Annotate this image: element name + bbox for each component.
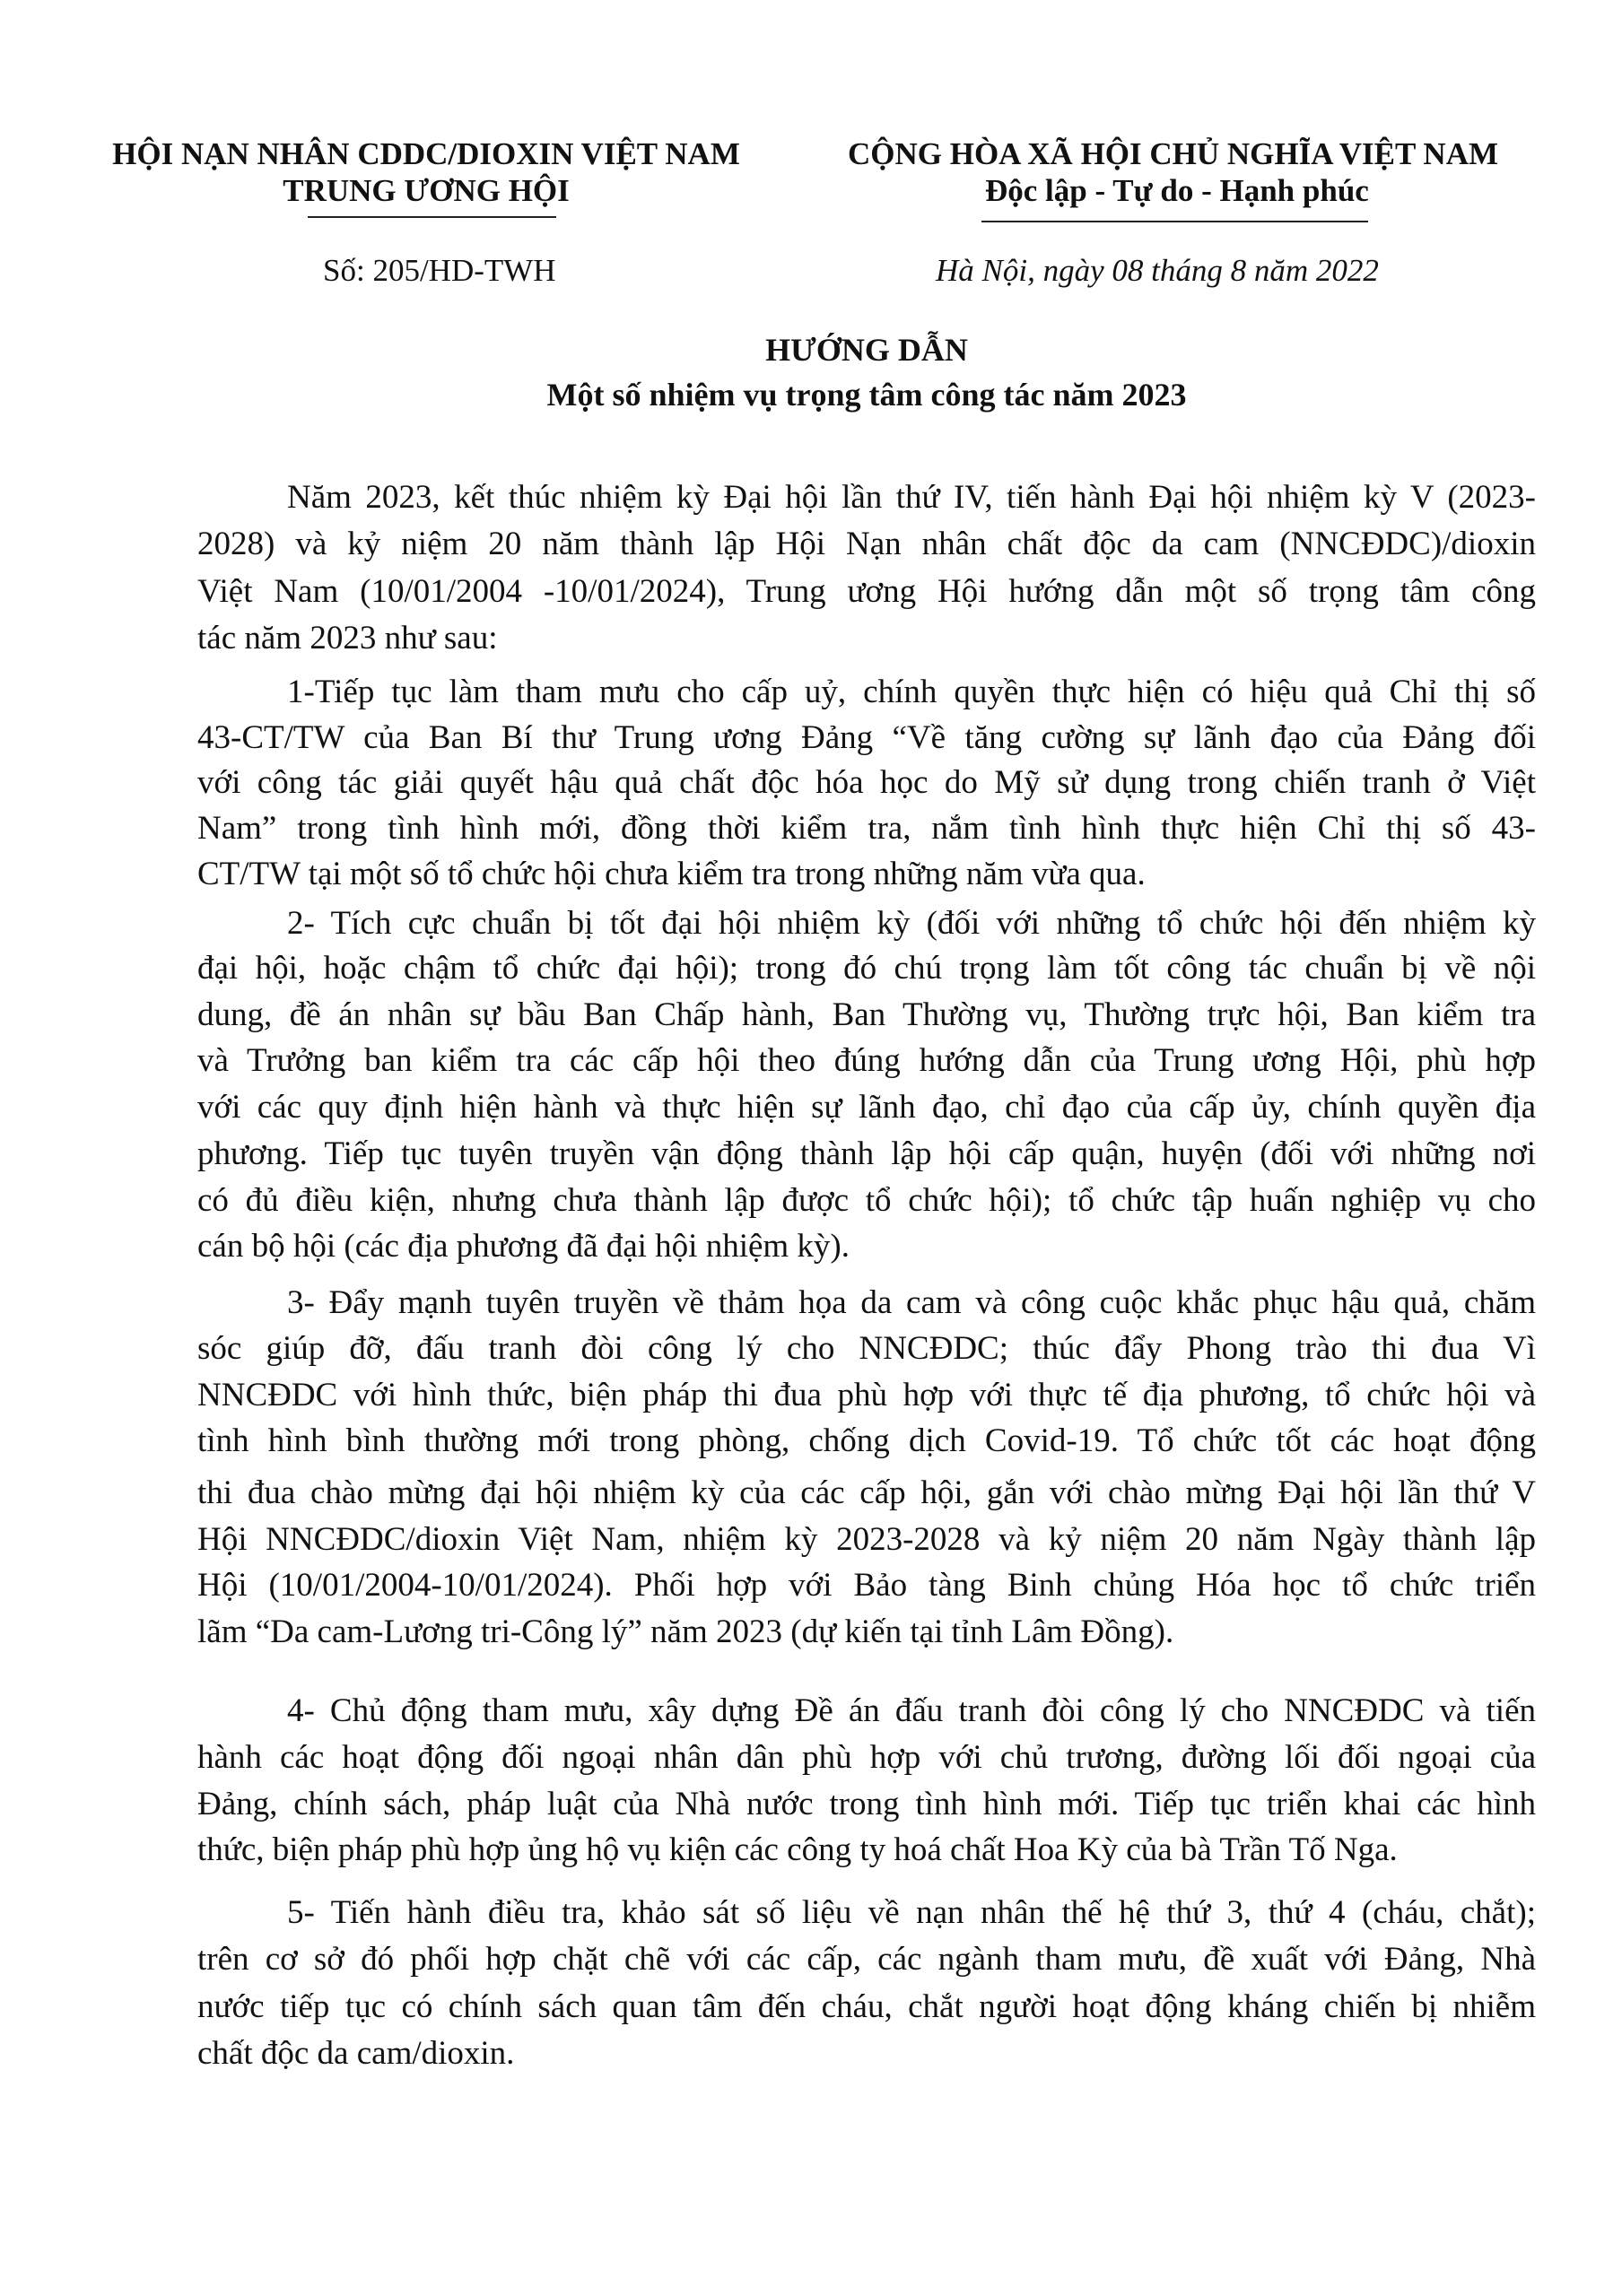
text-line: và Trưởng ban kiểm tra các cấp hội theo đúng hướng dẫn của Trung ương Hội, phù hợp (197, 1042, 1536, 1079)
text-line: 3- Đẩy mạnh tuyên truyền về thảm họa da cam và công cuộc khắc phục hậu quả, chăm (287, 1284, 1536, 1321)
text-line: 1-Tiếp tục làm tham mưu cho cấp uỷ, chính quyền thực hiện có hiệu quả Chỉ thị số (287, 674, 1536, 710)
organization-sub-name: TRUNG ƯƠNG HỘI (283, 173, 570, 208)
text-line: với công tác giải quyết hậu quả chất độc hóa học do Mỹ sử dụng trong chiến tranh ở Việt (197, 764, 1536, 801)
document-subtitle: Một số nhiệm vụ trọng tâm công tác năm 2023 (546, 377, 1187, 413)
text-line: Hội NNCĐDC/dioxin Việt Nam, nhiệm kỳ 2023-2028 và kỷ niệm 20 năm Ngày thành lập (197, 1521, 1536, 1558)
text-line: 43-CT/TW của Ban Bí thư Trung ương Đảng “Về tăng cường sự lãnh đạo của Đảng đối (197, 719, 1536, 756)
text-line: Việt Nam (10/01/2004 -10/01/2024), Trung ương Hội hướng dẫn một số trọng tâm công (197, 573, 1536, 610)
text-line: Nam” trong tình hình mới, đồng thời kiểm tra, nắm tình hình thực hiện Chỉ thị số 43- (197, 810, 1536, 847)
nation-motto: Độc lập - Tự do - Hạnh phúc (985, 173, 1369, 208)
text-line: chất độc da cam/dioxin. (197, 2035, 515, 2072)
right-header-underline (981, 221, 1368, 222)
text-line: CT/TW tại một số tổ chức hội chưa kiểm tra trong những năm vừa qua. (197, 856, 1146, 892)
text-line: dung, đề án nhân sự bầu Ban Chấp hành, Ban Thường vụ, Thường trực hội, Ban kiểm tra (197, 996, 1536, 1033)
text-line: 2- Tích cực chuẩn bị tốt đại hội nhiệm kỳ (đối với những tổ chức hội đến nhiệm kỳ (287, 905, 1536, 942)
text-line: nước tiếp tục có chính sách quan tâm đến cháu, chắt người hoạt động kháng chiến bị nhiễm (197, 1988, 1536, 2025)
text-line: sóc giúp đỡ, đấu tranh đòi công lý cho NNCĐDC; thúc đẩy Phong trào thi đua Vì (197, 1330, 1536, 1367)
text-line: 2028) và kỷ niệm 20 năm thành lập Hội Nạn nhân chất độc da cam (NNCĐDC)/dioxin (197, 526, 1536, 562)
text-line: phương. Tiếp tục tuyên truyền vận động thành lập hội cấp quận, huyện (đối với những nơi (197, 1135, 1536, 1172)
text-line: trên cơ sở đó phối hợp chặt chẽ với các cấp, các ngành tham mưu, đề xuất với Đảng, Nhà (197, 1941, 1536, 1978)
text-line: Đảng, chính sách, pháp luật của Nhà nước trong tình hình mới. Tiếp tục triển khai các hình (197, 1786, 1536, 1822)
text-line: có đủ điều kiện, nhưng chưa thành lập được tổ chức hội); tổ chức tập huấn nghiệp vụ cho (197, 1182, 1536, 1219)
text-line: cán bộ hội (các địa phương đã đại hội nhiệm kỳ). (197, 1228, 850, 1265)
text-line: thi đua chào mừng đại hội nhiệm kỳ của các cấp hội, gắn với chào mừng Đại hội lần thứ V (197, 1474, 1536, 1511)
text-line: Năm 2023, kết thúc nhiệm kỳ Đại hội lần thứ IV, tiến hành Đại hội nhiệm kỳ V (2023- (287, 479, 1536, 516)
organization-name: HỘI NẠN NHÂN CDDC/DIOXIN VIỆT NAM (112, 136, 740, 171)
text-line: tình hình bình thường mới trong phòng, chống dịch Covid-19. Tổ chức tốt các hoạt động (197, 1422, 1536, 1459)
nation-name: CỘNG HÒA XÃ HỘI CHỦ NGHĨA VIỆT NAM (847, 136, 1499, 171)
document-date: Hà Nội, ngày 08 tháng 8 năm 2022 (936, 253, 1379, 288)
text-line: với các quy định hiện hành và thực hiện sự lãnh đạo, chỉ đạo của cấp ủy, chính quyền địa (197, 1089, 1536, 1126)
text-line: tác năm 2023 như sau: (197, 620, 498, 657)
text-line: NNCĐDC với hình thức, biện pháp thi đua phù hợp với thực tế địa phương, tổ chức hội và (197, 1377, 1536, 1413)
text-line: đại hội, hoặc chậm tổ chức đại hội); trong đó chú trọng làm tốt công tác chuẩn bị về nội (197, 950, 1536, 987)
text-line: 4- Chủ động tham mưu, xây dựng Đề án đấu tranh đòi công lý cho NNCĐDC và tiến (287, 1692, 1536, 1729)
document-number: Số: 205/HD-TWH (323, 253, 556, 288)
text-line: 5- Tiến hành điều tra, khảo sát số liệu về nạn nhân thế hệ thứ 3, thứ 4 (cháu, chắt); (287, 1894, 1536, 1931)
text-line: lãm “Da cam-Lương tri-Công lý” năm 2023 (dự kiến tại tỉnh Lâm Đồng). (197, 1613, 1174, 1650)
text-line: thức, biện pháp phù hợp ủng hộ vụ kiện các công ty hoá chất Hoa Kỳ của bà Trần Tố Nga. (197, 1831, 1398, 1868)
left-header-underline (308, 216, 556, 218)
text-line: Hội (10/01/2004-10/01/2024). Phối hợp với Bảo tàng Binh chủng Hóa học tổ chức triển (197, 1567, 1536, 1604)
document-title: HƯỚNG DẪN (765, 332, 968, 368)
text-line: hành các hoạt động đối ngoại nhân dân phù hợp với chủ trương, đường lối đối ngoại của (197, 1739, 1536, 1776)
